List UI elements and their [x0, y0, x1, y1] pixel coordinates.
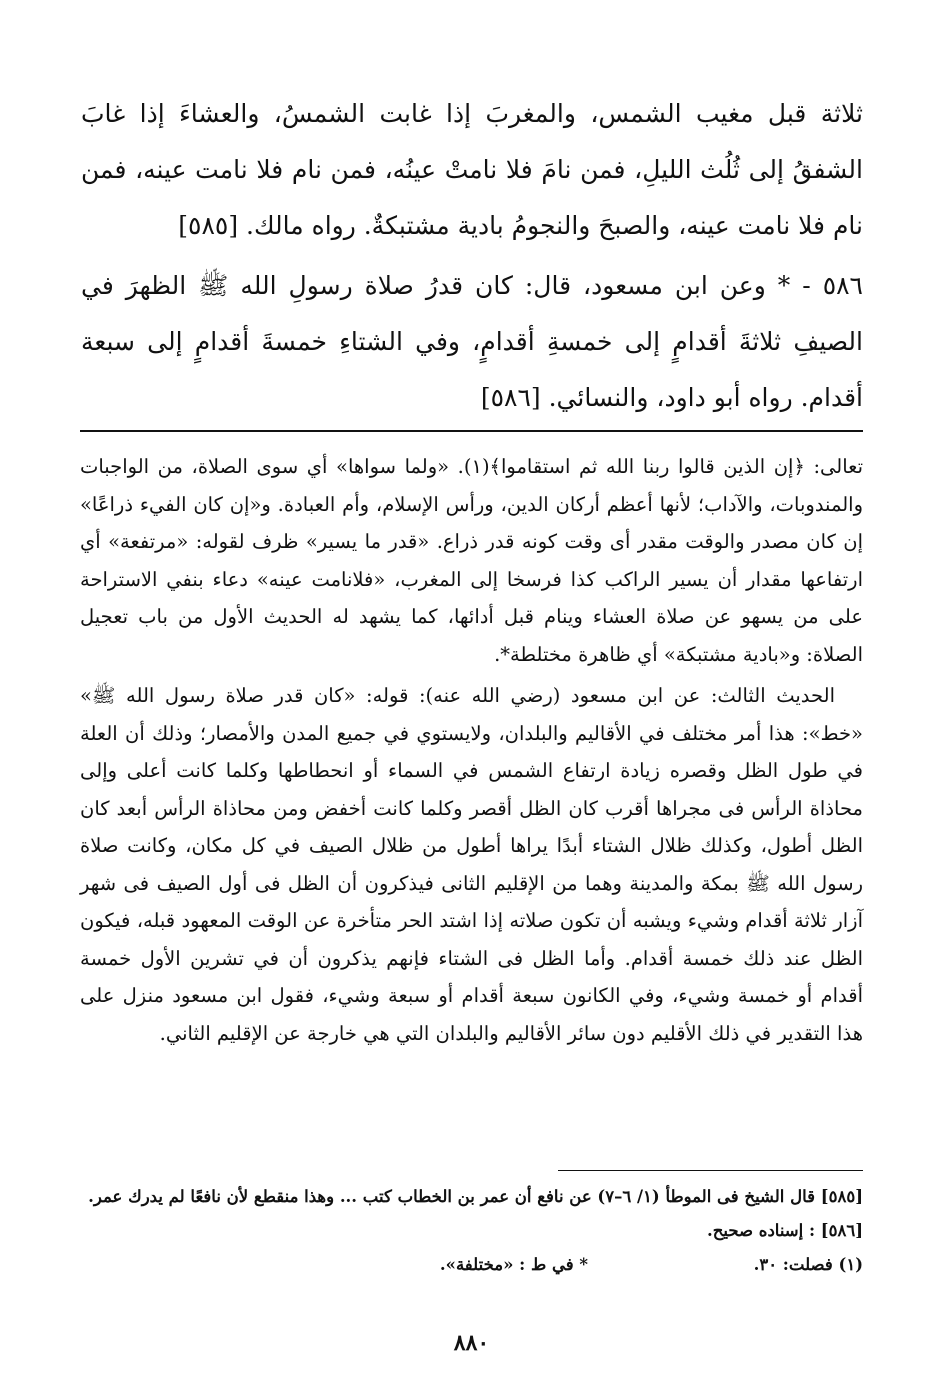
main-divider — [80, 430, 863, 432]
footnote-585: [٥٨٥] قال الشيخ فى الموطأ (١/ ٦–٧) عن نافع أن عمر بن الخطاب كتب ... وهذا منقطع لأن نافعًا لم يدرك عمر. — [88, 1187, 863, 1206]
commentary-paragraph-2: الحديث الثالث: عن ابن مسعود (رضي الله عنه): قوله: «كان قدر صلاة رسول الله ﷺ» «خط»: هذا أمر مختلف في الأقاليم والبلدان، ولايستوي في جميع المدن والأمصار؛ وذلك أن العلة في طول الظل وقصره زيادة ارتفاع الشمس في السماء أو انحطاطها وكلما كانت أعلى وإلى محاذاة الرأس فى مجراها أقرب كان الظل أقصر وكلما كانت أخفض ومن محاذاة الرأس أبعد كان الظل أطول، وكذلك ظلال الشتاء أبدًا يراها أطول من ظلال الصيف في كل مكان، وكانت صلاة رسول الله ﷺ بمكة والمدينة وهما من الإقليم الثانى فيذكرون أن الظل فى أول الصيف فى شهر آزار ثلاثة أقدام وشيء ويشبه أن تكون صلاته إذا اشتد الحر متأخرة عن الوقت المعهود قبله، فيكون الظل عند ذلك خمسة أقدام. وأما الظل فى الشتاء فإنهم يذكرون أن في تشرين الأول خمسة أقدام أو خمسة وشيء، وفي الكانون سبعة أقدام أو سبعة وشيء، فقول ابن مسعود منزل على هذا التقدير في ذلك الأقليم دون سائر الأقاليم والبلدان التي هي خارجة عن الإقليم الثاني. — [80, 684, 863, 1045]
commentary-paragraph-1: تعالى: ﴿إن الذين قالوا ربنا الله ثم استقاموا﴾(١). «ولما سواها» أي سوى الصلاة، من الواجبات والمندوبات، والآداب؛ لأنها أعظم أركان الدين، ورأس الإسلام، وأم العبادة. و«إن كان الفيء ذراعًا» إن كان مصدر والوقت مقدر أى وقت كونه قدر ذراع. «قدر ما يسير» ظرف لقوله: «مرتفعة» أي ارتفاعها مقدار أن يسير الراكب كذا فرسخا إلى المغرب، «فلانامت عينه» دعاء بنفي الاستراحة على من يسهو عن صلاة العشاء وينام قبل أدائها، كما يشهد له الحديث الأول من باب تعجيل الصلاة: و«بادية مشتبكة» أي ظاهرة مختلطة*. — [80, 455, 863, 666]
footnote-586: [٥٨٦] : إسناده صحيح. — [707, 1221, 863, 1240]
footnote-divider — [558, 1170, 863, 1171]
hadith-585-tail: ثلاثة قبل مغيب الشمس، والمغربَ إذا غابت الشمسُ، والعشاءَ إذا غابَ الشفقُ إلى ثُلُث الليلِ، فمن نامَ فلا نامتْ عينُه، فمن نام فلا نامت عينه، فمن نام فلا نامت عينه، والصبحَ والنجومُ بادية مشتبكةٌ. رواه مالك. [٥٨٥] — [81, 99, 863, 240]
footnotes — [80, 1180, 863, 1282]
hadith-586: ٥٨٦ - * وعن ابن مسعود، قال: كان قدرُ صلاة رسولِ الله ﷺ الظهرَ في الصيفِ ثلاثةَ أقدامٍ إلى خمسةِ أقدامٍ، وفي الشتاءِ خمسةَ أقدامٍ إلى سبعة أقدام. رواه أبو داود، والنسائي. [٥٨٦] — [81, 271, 863, 412]
footnote-row — [80, 1248, 863, 1282]
footnote-1: (١) فصلت: ٣٠. — [753, 1255, 863, 1274]
page-number: ٨٨٠ — [453, 1330, 490, 1356]
main-text — [81, 86, 863, 430]
commentary — [80, 448, 863, 1052]
footnote-star: * في ط : «مختلفة». — [439, 1255, 588, 1274]
